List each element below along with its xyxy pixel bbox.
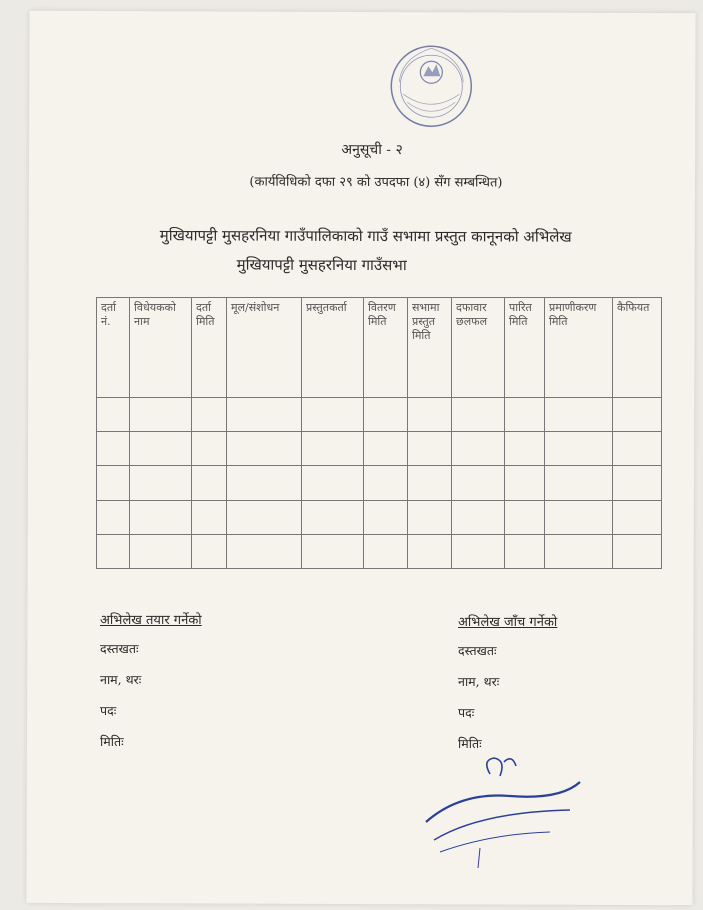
table-cell bbox=[97, 500, 130, 534]
table-cell bbox=[545, 534, 613, 568]
annex-label: अनुसूची - २ bbox=[341, 141, 403, 159]
column-header: पारित मिति bbox=[505, 298, 545, 398]
table-cell bbox=[408, 500, 452, 534]
document-title: मुखियापट्टी मुसहरनिया गाउँपालिकाको गाउँ सभामा प्रस्तुत कानूनको अभिलेख bbox=[159, 226, 572, 246]
table-cell bbox=[408, 534, 452, 568]
table-body bbox=[97, 398, 662, 569]
table-cell bbox=[613, 398, 662, 432]
table-cell bbox=[192, 432, 227, 466]
table-cell bbox=[452, 398, 505, 432]
table-cell bbox=[192, 398, 227, 432]
table-cell bbox=[227, 534, 302, 568]
table-cell bbox=[505, 398, 545, 432]
designation-field-label: पदः bbox=[100, 703, 117, 718]
table-cell bbox=[130, 500, 192, 534]
table-cell bbox=[227, 432, 302, 466]
table-cell bbox=[227, 398, 302, 432]
name-field-label: नाम, थरः bbox=[458, 674, 500, 689]
table-cell bbox=[130, 398, 192, 432]
table-cell bbox=[97, 466, 130, 500]
table-row bbox=[97, 432, 662, 466]
date-field-label: मितिः bbox=[100, 734, 124, 749]
table-cell bbox=[452, 534, 505, 568]
table-cell bbox=[408, 398, 452, 432]
table-cell bbox=[97, 432, 130, 466]
signature-field-label: दस्तखतः bbox=[458, 643, 497, 658]
table-cell bbox=[452, 466, 505, 500]
law-register-table bbox=[96, 297, 662, 569]
table-row bbox=[97, 500, 662, 534]
table-cell bbox=[364, 432, 408, 466]
column-header: दर्ता नं. bbox=[97, 298, 130, 398]
column-header: प्रमाणीकरण मिति bbox=[545, 298, 613, 398]
table-cell bbox=[545, 500, 613, 534]
table-cell bbox=[545, 466, 613, 500]
prepared-by-block bbox=[100, 610, 202, 764]
table-cell bbox=[130, 534, 192, 568]
table-cell bbox=[364, 398, 408, 432]
table-cell bbox=[97, 534, 130, 568]
table-cell bbox=[302, 500, 364, 534]
table-cell bbox=[192, 500, 227, 534]
table-cell bbox=[227, 466, 302, 500]
verified-by-block bbox=[458, 612, 557, 766]
table-cell bbox=[613, 466, 662, 500]
table-cell bbox=[613, 534, 662, 568]
table-row bbox=[97, 398, 662, 432]
table-cell bbox=[192, 466, 227, 500]
column-header: कैफियत bbox=[613, 298, 662, 398]
verified-by-heading: अभिलेख जाँच गर्नेको bbox=[458, 615, 558, 630]
table-cell bbox=[97, 398, 130, 432]
column-header: वितरण मिति bbox=[364, 298, 408, 398]
designation-field-label: पदः bbox=[458, 705, 475, 720]
municipality-seal-icon bbox=[381, 42, 481, 130]
table-cell bbox=[452, 432, 505, 466]
table-cell bbox=[364, 534, 408, 568]
table-cell bbox=[505, 500, 545, 534]
column-header: मूल/संशोधन bbox=[227, 298, 302, 398]
signature-field-label: दस्तखतः bbox=[100, 641, 139, 656]
document-subtitle: (कार्यविधिको दफा २९ को उपदफा (४) सँग सम्बन्धित) bbox=[249, 174, 503, 191]
table-cell bbox=[130, 432, 192, 466]
table-cell bbox=[302, 432, 364, 466]
column-header: विधेयकको नाम bbox=[130, 298, 192, 398]
table-cell bbox=[364, 466, 408, 500]
table-cell bbox=[130, 466, 192, 500]
name-field-label: नाम, थरः bbox=[100, 672, 142, 687]
column-header: दर्ता मिति bbox=[192, 298, 227, 398]
table-cell bbox=[302, 534, 364, 568]
officer-signature-stamp bbox=[420, 752, 590, 872]
table-cell bbox=[613, 432, 662, 466]
table-row bbox=[97, 534, 662, 568]
table-row bbox=[97, 466, 662, 500]
date-field-label: मितिः bbox=[458, 736, 482, 751]
prepared-by-heading: अभिलेख तयार गर्नेको bbox=[100, 613, 202, 628]
table-cell bbox=[302, 466, 364, 500]
table-cell bbox=[545, 432, 613, 466]
table-cell bbox=[408, 466, 452, 500]
table-cell bbox=[408, 432, 452, 466]
table-cell bbox=[545, 398, 613, 432]
table-cell bbox=[302, 398, 364, 432]
table-cell bbox=[505, 466, 545, 500]
table-cell bbox=[452, 500, 505, 534]
column-header: दफावार छलफल bbox=[452, 298, 505, 398]
column-header: सभामा प्रस्तुत मिति bbox=[408, 298, 452, 398]
assembly-name: मुखियापट्टी मुसहरनिया गाउँसभा bbox=[236, 255, 407, 275]
table-cell bbox=[505, 432, 545, 466]
table-cell bbox=[505, 534, 545, 568]
table-cell bbox=[192, 534, 227, 568]
table-cell bbox=[227, 500, 302, 534]
table-cell bbox=[364, 500, 408, 534]
column-header: प्रस्तुतकर्ता bbox=[302, 298, 364, 398]
table-header-row bbox=[97, 298, 662, 398]
table-cell bbox=[613, 500, 662, 534]
